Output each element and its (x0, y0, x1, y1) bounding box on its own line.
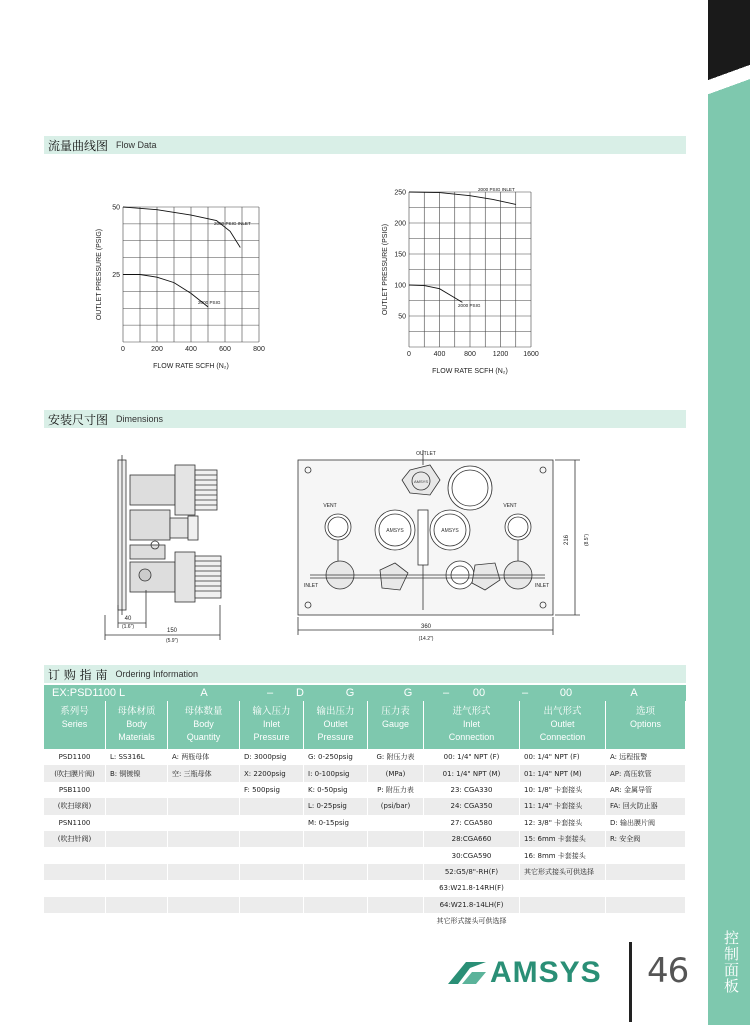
order-col-header-en: Materials (118, 732, 155, 742)
table-cell: (psi/bar) (368, 798, 424, 814)
chart2-series-0-line (409, 192, 516, 204)
table-cell (520, 880, 606, 896)
chart1-xtick: 600 (219, 346, 231, 353)
order-section-header (44, 665, 686, 683)
table-cell: A: 两瓶母体 (168, 749, 240, 765)
table-row (44, 913, 686, 929)
order-ex-gauge: G (403, 687, 413, 699)
table-row (44, 831, 686, 847)
order-col-header-zh: 母体数量 (184, 706, 223, 717)
table-cell (168, 864, 240, 880)
table-cell (240, 815, 304, 831)
order-col-header (424, 701, 520, 749)
chart1-series-1-label: 2000 PSIG (198, 300, 221, 305)
table-cell: L: SS316L (106, 749, 168, 765)
table-cell (368, 831, 424, 847)
table-cell (106, 847, 168, 863)
table-row (44, 782, 686, 798)
table-cell: B: 铜镀镍 (106, 765, 168, 781)
table-cell: 64:W21.8-14LH(F) (424, 897, 520, 913)
page-number: 46 (647, 951, 689, 991)
table-cell (106, 864, 168, 880)
table-row (44, 815, 686, 831)
table-cell: 16: 8mm 卡套接头 (520, 847, 606, 863)
chart2-xlabel: FLOW RATE SCFH (N₂) (432, 368, 508, 375)
table-row (44, 847, 686, 863)
chart1-series-0-label: 2000 PSIG INLET (214, 221, 251, 226)
chart2-ytick: 150 (394, 251, 406, 259)
table-cell (304, 913, 368, 929)
order-col-header-en: Connection (539, 732, 586, 742)
vent-label-right: VENT (503, 503, 517, 509)
outlet-label: OUTLET (416, 451, 436, 457)
table-cell (106, 815, 168, 831)
table-cell (168, 815, 240, 831)
table-cell (368, 864, 424, 880)
order-ex-sep-1: – (266, 687, 274, 699)
table-cell (606, 897, 686, 913)
table-cell (240, 864, 304, 880)
order-body (44, 749, 686, 929)
table-row (44, 864, 686, 880)
order-col-header-en: Pressure (317, 732, 354, 742)
order-col-header-zh: 进气形式 (452, 706, 491, 717)
order-col-header-en: Gauge (381, 719, 410, 729)
order-ex-outlet-conn: 00 (559, 687, 573, 699)
table-cell: 其它形式接头可供选择 (520, 864, 606, 880)
chart2-ytick: 200 (394, 220, 406, 228)
chart1-series-1-line (123, 275, 208, 307)
inlet-label-right: INLET (535, 583, 550, 589)
table-cell: PSN1100 (44, 815, 106, 831)
chart1-xtick: 0 (121, 346, 125, 353)
table-cell (304, 847, 368, 863)
table-cell (304, 864, 368, 880)
order-col-header-zh: 选项 (635, 706, 655, 717)
table-cell: (吹扫球阀) (44, 798, 106, 814)
dim-section-header (44, 410, 686, 428)
table-cell (606, 913, 686, 929)
brand-mark-icon (448, 962, 486, 984)
chart2-ylabel: OUTLET PRESSURE (PSIG) (382, 223, 389, 316)
order-col-header-en: Inlet (462, 719, 480, 729)
order-col-header-zh: 输入压力 (252, 706, 291, 717)
side-dim-40-in: (1.6") (121, 624, 135, 630)
table-cell (240, 831, 304, 847)
table-cell (368, 913, 424, 929)
chart2-xtick: 800 (464, 351, 476, 358)
table-cell (44, 864, 106, 880)
order-col-header-en: Series (61, 719, 88, 729)
table-cell (304, 831, 368, 847)
front-view-svg (290, 445, 610, 645)
flow-title-en: Flow Data (116, 140, 157, 150)
side-view-svg (100, 450, 240, 645)
flow-title-zh: 流量曲线图 (48, 138, 109, 153)
table-cell: 24: CGA350 (424, 798, 520, 814)
chart2-series-1-line (409, 285, 462, 302)
order-col-header (304, 701, 368, 749)
gauge-brand-1: AMSYS (386, 528, 404, 534)
dim-title-en: Dimensions (116, 414, 164, 424)
table-cell: (吹扫膜片阀) (44, 765, 106, 781)
chart1-xtick: 400 (185, 346, 197, 353)
table-cell: PSD1100 (44, 749, 106, 765)
side-tab-stripe (708, 20, 750, 114)
front-dim-216-in: (8.5") (584, 533, 590, 547)
chart2-xtick: 1200 (492, 351, 509, 358)
order-col-header (106, 701, 168, 749)
table-cell (44, 897, 106, 913)
chart2-ytick: 250 (394, 189, 406, 197)
table-cell: X: 2200psig (240, 765, 304, 781)
table-row (44, 897, 686, 913)
table-cell: G: 附压力表 (368, 749, 424, 765)
chart1-ylabel: OUTLET PRESSURE (PSIG) (96, 228, 103, 321)
table-cell (44, 847, 106, 863)
table-cell: P: 附压力表 (368, 782, 424, 798)
chart2-ytick: 100 (394, 282, 406, 290)
order-col-header-en: Body (193, 719, 214, 729)
table-cell: 28:CGA660 (424, 831, 520, 847)
order-header-row (44, 701, 686, 749)
table-cell: F: 500psig (240, 782, 304, 798)
table-cell (304, 880, 368, 896)
table-cell: 10: 1/8" 卡套接头 (520, 782, 606, 798)
front-dim-216: 216 (564, 534, 570, 546)
order-col-header-en: Quantity (186, 732, 221, 742)
table-cell: 30:CGA590 (424, 847, 520, 863)
chart2-xtick: 0 (407, 351, 411, 358)
order-col-header (520, 701, 606, 749)
chart1-xlabel: FLOW RATE SCFH (N₂) (153, 363, 229, 370)
table-cell: FA: 回火防止器 (606, 798, 686, 814)
chart1-ytick: 50 (112, 204, 120, 212)
table-cell (44, 880, 106, 896)
side-dim-150-in: (5.9") (165, 638, 179, 644)
order-col-header (240, 701, 304, 749)
table-cell (106, 913, 168, 929)
side-title: 控制面板 (722, 930, 740, 994)
table-cell: G: 0-250psig (304, 749, 368, 765)
table-cell: D: 输出膜片阀 (606, 815, 686, 831)
table-cell: A: 远程报警 (606, 749, 686, 765)
order-title-zh: 订 购 指 南 (48, 667, 108, 682)
flow-chart-1 (86, 195, 286, 385)
table-cell: 11: 1/4" 卡套接头 (520, 798, 606, 814)
table-cell (240, 913, 304, 929)
table-cell (368, 847, 424, 863)
inlet-label-left: INLET (304, 583, 319, 589)
table-cell: L: 0-25psig (304, 798, 368, 814)
order-ex-inlet: D (296, 687, 304, 699)
order-col-header-en: Body (126, 719, 147, 729)
order-col-header-zh: 母体材质 (117, 706, 156, 717)
order-col-header (606, 701, 686, 749)
chart2-xtick: 1600 (523, 351, 539, 358)
flow-chart-2-svg (372, 182, 552, 380)
order-col-header (168, 701, 240, 749)
table-cell: AR: 金属导管 (606, 782, 686, 798)
gauge-brand-2: AMSYS (441, 528, 459, 534)
side-dim-40: 40 (124, 616, 132, 622)
chart2-series-1-label: 2000 PSIG (458, 303, 481, 308)
table-cell (368, 815, 424, 831)
dim-title-zh: 安装尺寸图 (48, 412, 109, 427)
chart2-series-0-label: 2000 PSIG INLET (478, 187, 515, 192)
side-band (708, 0, 750, 1025)
order-ex-outlet: G (345, 687, 355, 699)
footer-divider (629, 942, 632, 1022)
table-cell (240, 897, 304, 913)
order-ex-inlet-conn: 00 (472, 687, 486, 699)
table-cell: AP: 高压软管 (606, 765, 686, 781)
table-cell: R: 安全阀 (606, 831, 686, 847)
table-cell (168, 798, 240, 814)
table-cell (168, 897, 240, 913)
order-col-header (368, 701, 424, 749)
flow-chart-1-svg (86, 195, 286, 380)
table-cell (606, 880, 686, 896)
chart1-series-0-line (123, 207, 240, 248)
table-cell: 00: 1/4" NPT (F) (520, 749, 606, 765)
table-cell: 27: CGA580 (424, 815, 520, 831)
table-cell: 63:W21.8-14RH(F) (424, 880, 520, 896)
order-col-header-en: Inlet (262, 719, 280, 729)
table-cell: 空: 三瓶母体 (168, 765, 240, 781)
order-col-header-en: Outlet (323, 719, 348, 729)
table-cell (106, 798, 168, 814)
table-cell: PSB1100 (44, 782, 106, 798)
order-col-header-en: Outlet (550, 719, 575, 729)
front-view-drawing (290, 445, 610, 650)
side-tab-dark (708, 0, 750, 20)
table-cell (520, 913, 606, 929)
table-cell: 00: 1/4" NPT (F) (424, 749, 520, 765)
order-col-header-en: Connection (448, 732, 495, 742)
order-title-en: Ordering Information (115, 669, 198, 679)
order-col-header-zh: 出气形式 (543, 706, 582, 717)
table-cell (606, 864, 686, 880)
table-cell: 01: 1/4" NPT (M) (424, 765, 520, 781)
order-col-header-en: Pressure (253, 732, 290, 742)
table-cell (106, 831, 168, 847)
table-cell (368, 897, 424, 913)
table-row (44, 798, 686, 814)
table-row (44, 749, 686, 765)
front-dim-360: 360 (420, 624, 432, 630)
valve-brand: AMSYS (413, 479, 429, 484)
table-cell (240, 798, 304, 814)
table-row (44, 880, 686, 896)
table-cell (168, 913, 240, 929)
table-cell (168, 831, 240, 847)
order-col-header-zh: 系列号 (60, 706, 89, 717)
table-cell (240, 880, 304, 896)
chart1-xtick: 800 (253, 346, 265, 353)
table-cell (520, 897, 606, 913)
brand-logo (448, 956, 602, 990)
table-cell: 其它形式接头可供选择 (424, 913, 520, 929)
front-dim-360-in: (14.2") (418, 636, 434, 642)
table-cell (168, 847, 240, 863)
order-ex-option: A (630, 687, 638, 699)
table-cell (606, 847, 686, 863)
table-cell: K: 0-50psig (304, 782, 368, 798)
brand-name: AMSYS (490, 956, 602, 989)
table-cell (240, 847, 304, 863)
side-view-drawing (100, 450, 240, 650)
chart2-xtick: 400 (433, 351, 446, 358)
table-cell (168, 782, 240, 798)
table-cell: 15: 6mm 卡套接头 (520, 831, 606, 847)
chart1-xtick: 200 (151, 346, 163, 353)
order-col-header (44, 701, 106, 749)
table-cell: M: 0-15psig (304, 815, 368, 831)
table-cell (304, 897, 368, 913)
table-cell (44, 913, 106, 929)
order-col-header-zh: 压力表 (381, 706, 410, 717)
order-ex-series: EX:PSD1100 L (52, 687, 126, 699)
table-cell (106, 880, 168, 896)
flow-section-header (44, 136, 686, 154)
order-ex-sep-2: – (442, 687, 450, 699)
table-cell (168, 880, 240, 896)
chart2-ytick: 50 (398, 313, 406, 321)
order-ex-quantity: A (200, 687, 208, 699)
table-cell: (MPa) (368, 765, 424, 781)
order-example-row (44, 685, 686, 701)
table-cell: 52:G5/8"-RH(F) (424, 864, 520, 880)
chart1-ytick: 25 (112, 272, 120, 279)
table-cell: (吹扫针阀) (44, 831, 106, 847)
order-ex-sep-3: – (521, 687, 529, 699)
table-cell: D: 3000psig (240, 749, 304, 765)
order-col-header-zh: 输出压力 (316, 706, 355, 717)
side-dim-150: 150 (166, 628, 178, 634)
flow-chart-2 (372, 182, 552, 385)
table-cell (106, 782, 168, 798)
table-cell (106, 897, 168, 913)
table-cell (368, 880, 424, 896)
order-table (44, 685, 686, 929)
order-col-header-en: Options (629, 719, 662, 729)
table-cell: 01: 1/4" NPT (M) (520, 765, 606, 781)
table-row (44, 765, 686, 781)
table-cell: 12: 3/8" 卡套接头 (520, 815, 606, 831)
table-cell: 23: CGA330 (424, 782, 520, 798)
vent-label-left: VENT (323, 503, 337, 509)
table-cell: I: 0-100psig (304, 765, 368, 781)
